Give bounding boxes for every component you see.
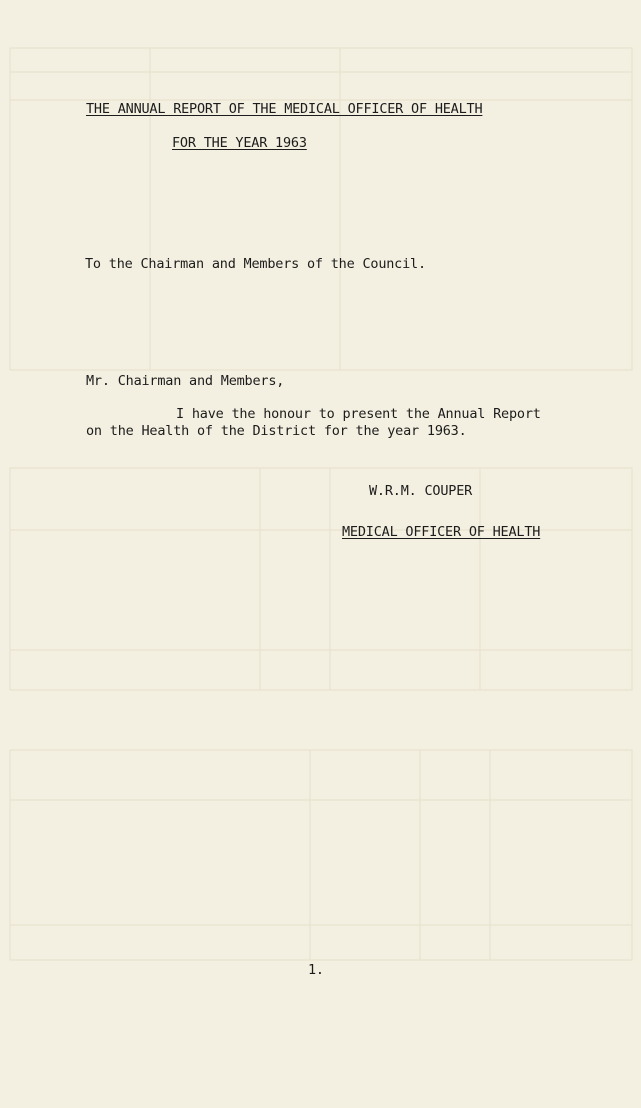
page-number: 1. xyxy=(308,962,324,978)
addressee-line: To the Chairman and Members of the Council. xyxy=(85,256,426,272)
body-text-line-1: I have the honour to present the Annual Report xyxy=(176,406,541,422)
report-year: FOR THE YEAR 1963 xyxy=(172,135,307,151)
report-title: THE ANNUAL REPORT OF THE MEDICAL OFFICER OF HEALTH xyxy=(86,101,483,117)
signatory-name: W.R.M. COUPER xyxy=(369,483,473,499)
signatory-title: MEDICAL OFFICER OF HEALTH xyxy=(342,524,541,540)
salutation: Mr. Chairman and Members, xyxy=(86,373,285,389)
body-text-line-2: on the Health of the District for the year 1963. xyxy=(86,423,467,439)
